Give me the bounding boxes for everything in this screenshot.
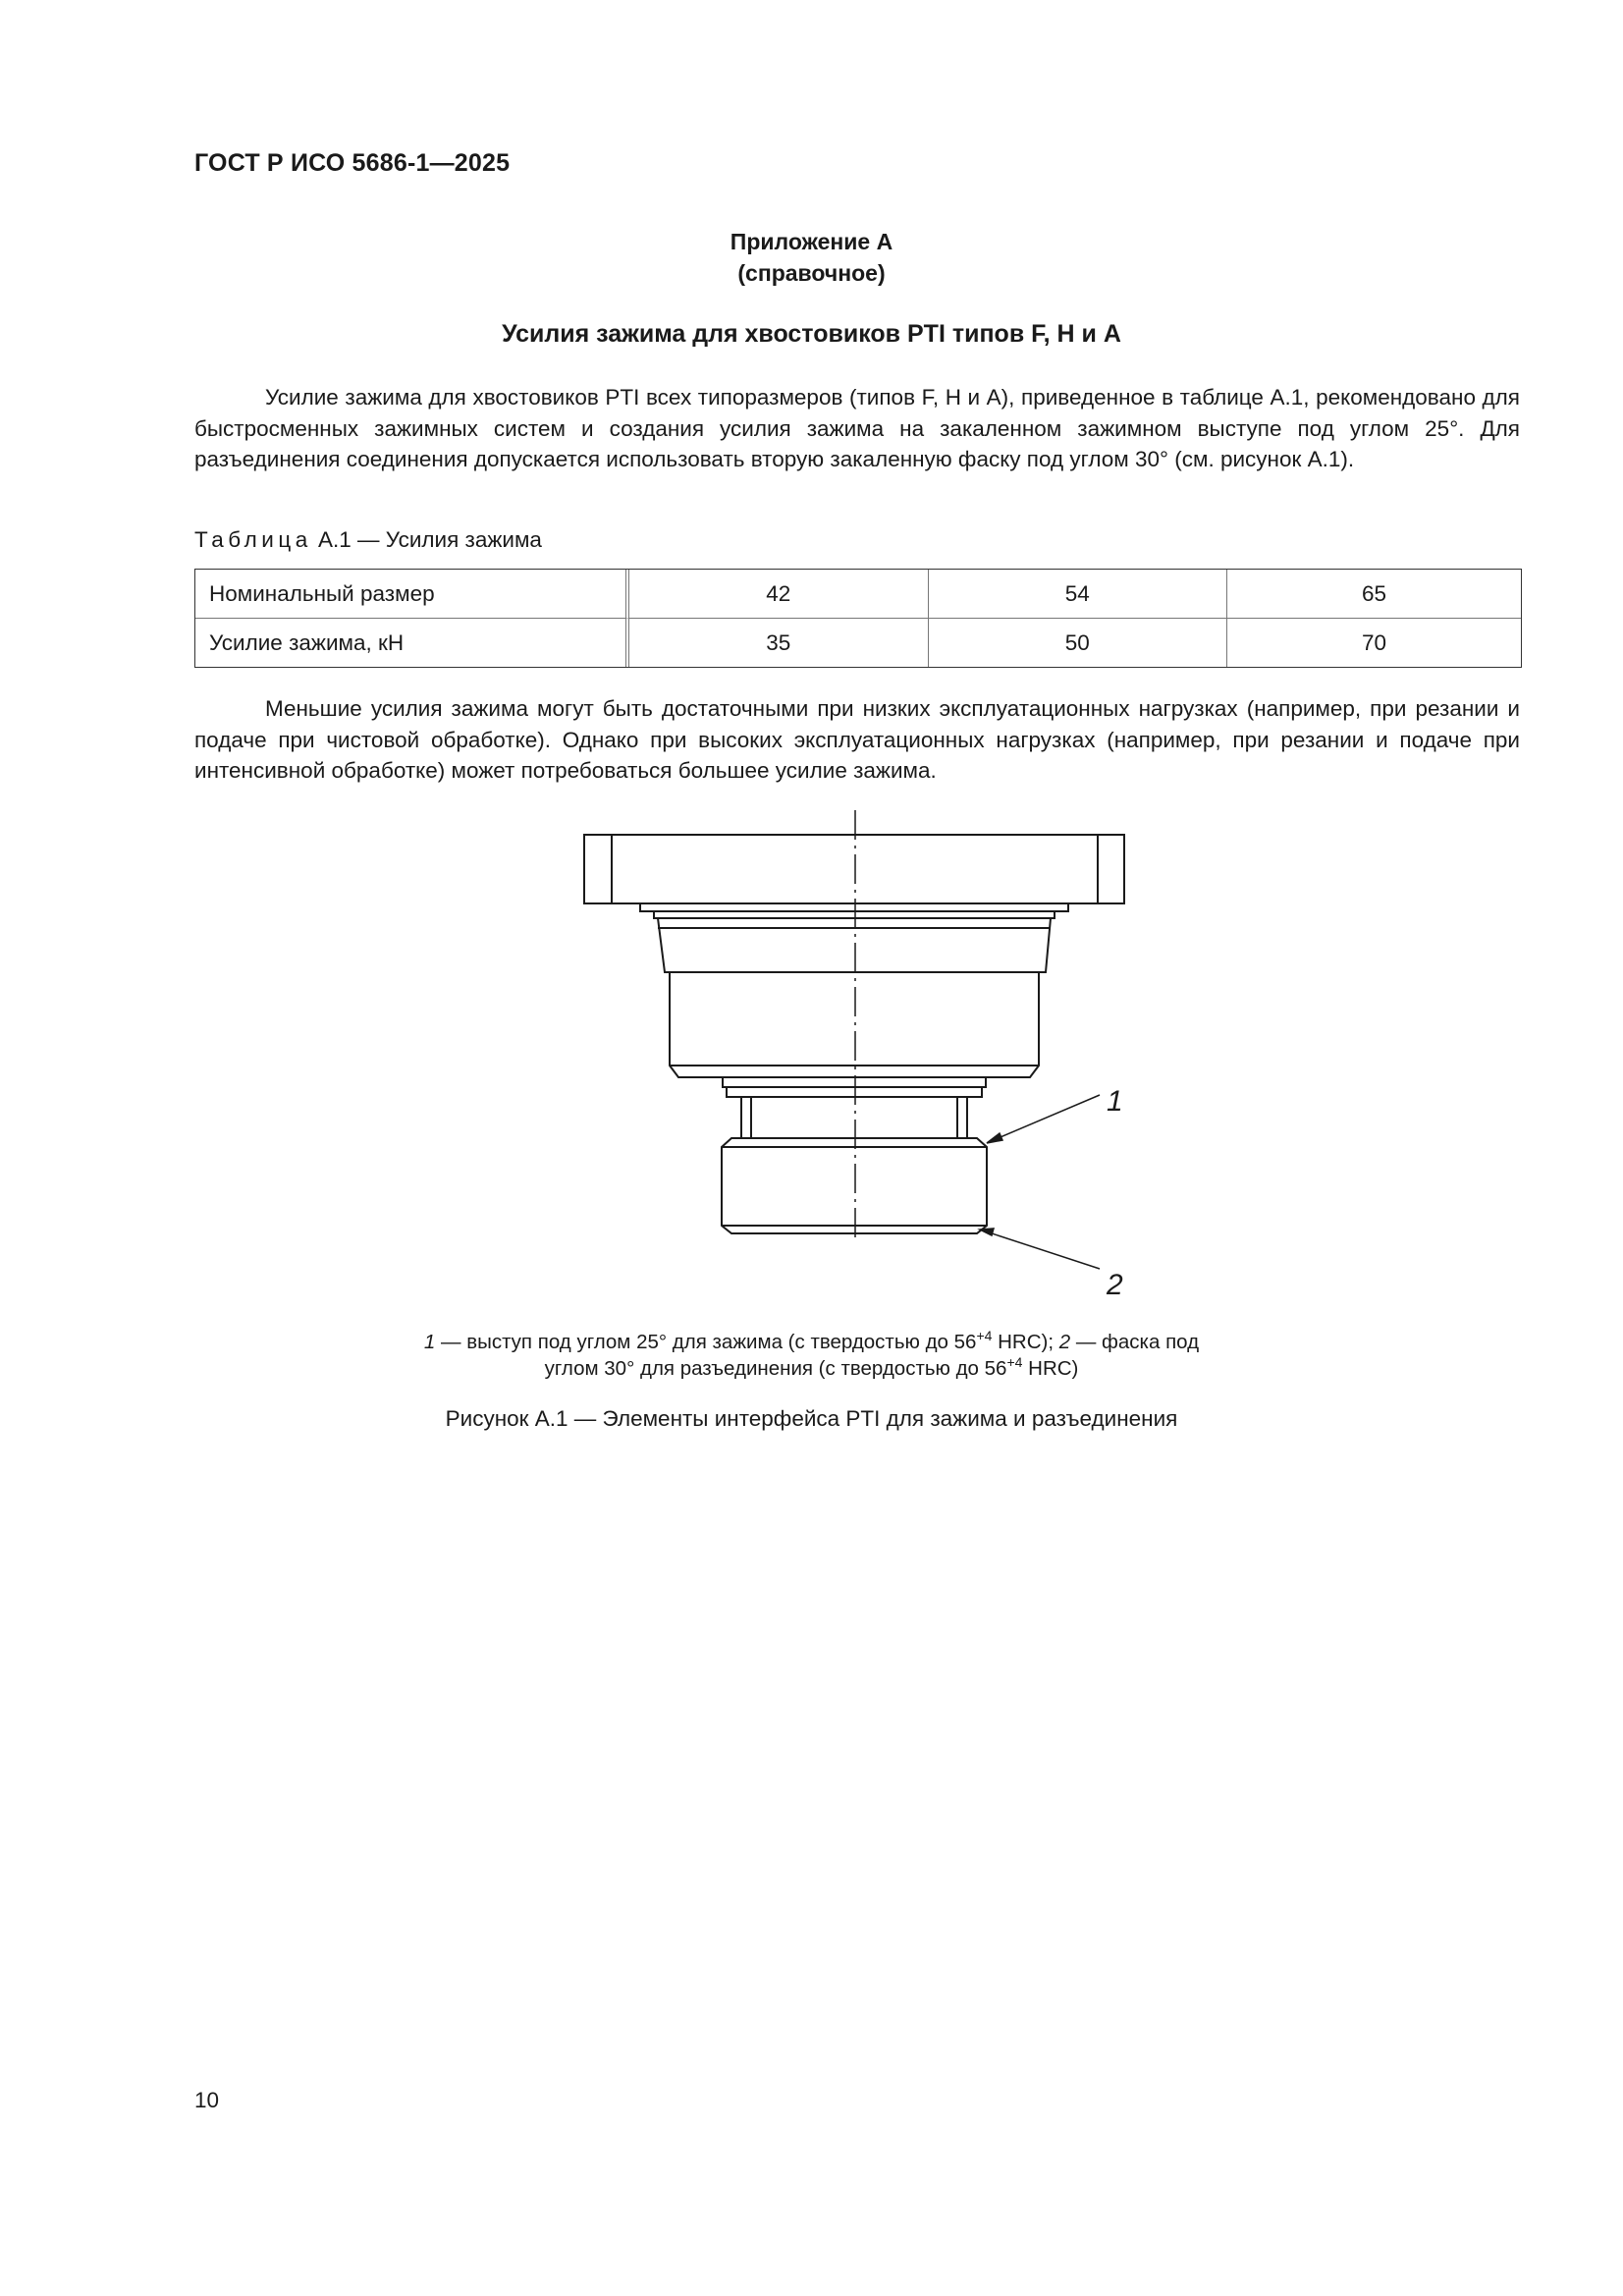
table-row [195,570,1521,619]
groove-upper [723,1077,986,1087]
figure-legend [0,1329,1623,1382]
legend-item-2-text: — фаска под углом 30° для разъединения (с твердостью до 56 [544,1331,1200,1380]
paragraph-intro: Усилие зажима для хвостовиков PTI всех типоразмеров (типов F, H и A), приведенное в таблице А.1, рекомендовано для быстросменных зажимных систем и создания усилия зажима на закаленном зажимном выступе под углом 25°. Для разъединения соединения допускается использовать вторую закаленную фаску под углом 30° (см. рисунок А.1). [194,385,1520,471]
legend-item-2-number: 2 [1058,1331,1071,1353]
callout-label-2: 2 [1107,1269,1123,1301]
standard-designation: ГОСТ Р ИСО 5686-1—2025 [194,149,511,177]
figure-caption: Рисунок А.1 — Элементы интерфейса PTI для зажима и разъединения [445,1406,1178,1431]
legend-item-1-text: — выступ под углом 25° для зажима (с твердостью до 56 [435,1331,977,1353]
table-cell: 42 [629,570,929,619]
table-row-header: Номинальный размер [195,570,629,619]
collar-rim [654,911,1055,918]
legend-item-1-number: 1 [423,1331,436,1353]
table-cell: 54 [929,570,1228,619]
collar-body [658,918,1051,972]
leader-line-1 [989,1095,1100,1142]
annex-heading [0,226,1623,289]
flange-body [584,835,1124,903]
table-cell: 50 [929,619,1228,667]
annex-type: (справочное) [737,260,886,286]
table-cell: 35 [629,619,929,667]
table-row-header: Усилие зажима, кН [195,619,629,667]
table-caption-title: А.1 — Усилия зажима [318,527,542,552]
section-title: Усилия зажима для хвостовиков PTI типов F, H и A [502,320,1121,348]
legend-item-1-tolerance: +4 [976,1328,993,1344]
legend-item-1-unit: HRC); [992,1331,1059,1353]
callout-label-1: 1 [1107,1085,1123,1118]
leader-line-2 [983,1230,1100,1269]
neck [741,1097,967,1138]
annex-title: Приложение А [730,229,893,254]
paragraph-loads: Меньшие усилия зажима могут быть достаточными при низких эксплуатационных нагрузках (например, при резании и подаче при чистовой обработке). Однако при высоких эксплуатационных нагрузках (например, при резании и подаче при интенсивной обработке) может потребоваться большее усилие зажима. [194,696,1520,783]
legend-item-2-unit: HRC) [1022,1357,1079,1380]
leader-arrow-1 [987,1133,1002,1143]
shank-body [670,972,1039,1077]
leader-arrow-2 [980,1229,994,1235]
groove-lower [727,1087,982,1097]
table-cell: 70 [1362,629,1387,655]
page-number: 10 [194,2088,220,2112]
table-caption [194,527,542,553]
end-piece [722,1138,987,1233]
clamping-force-table [194,569,1522,668]
table-cell: 65 [1227,570,1521,619]
table-caption-label: Таблица [194,527,312,552]
pti-interface-drawing [550,810,1139,1321]
legend-item-2-tolerance: +4 [1006,1354,1023,1371]
table-row [195,619,1521,667]
flange-undercut [640,903,1068,911]
legend-line-1 [405,1329,1219,1382]
